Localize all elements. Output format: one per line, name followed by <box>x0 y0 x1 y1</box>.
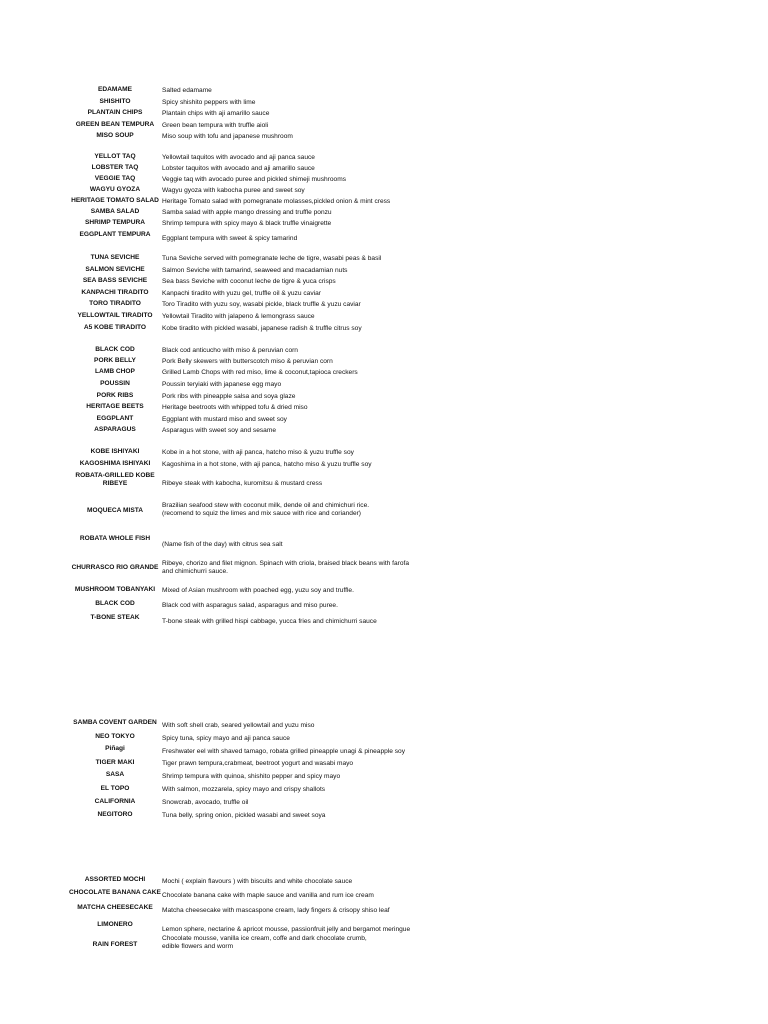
dish-name: SEA BASS SEVICHE <box>82 277 148 284</box>
dish-name: MOQUECA MISTA <box>86 507 144 514</box>
dish-description: Salted edamame <box>162 87 212 94</box>
dish-description: Asparagus with sweet soy and sesame <box>162 427 276 434</box>
dish-name: CHOCOLATE BANANA CAKE <box>69 889 161 896</box>
dish-description: Brazilian seafood stew with coconut milk, dende oil and chimichuri rice. (recomend to squiz the limes and mix sauce with rice and coriander) <box>162 502 370 517</box>
dish-description: (Name fish of the day) with citrus sea salt <box>162 541 283 548</box>
dish-description: Poussin teryiaki with japanese egg mayo <box>162 381 282 388</box>
dish-name: KOBE ISHIYAKI <box>90 448 140 455</box>
dish-name: HERITAGE TOMATO SALAD <box>71 197 159 204</box>
dish-name: LOBSTER TAQ <box>91 164 139 171</box>
dish-name: EL TOPO <box>100 785 130 792</box>
dish-name: NEO TOKYO <box>95 733 135 740</box>
dish-name: BLACK COD <box>95 600 135 607</box>
dish-description: Sea bass Seviche with coconut leche de tigre & yuca crisps <box>162 278 336 285</box>
dish-name: SASA <box>105 771 125 778</box>
dish-description: Heritage beetroots with whipped tofu & dried miso <box>162 404 308 411</box>
dish-name: CALIFORNIA <box>94 798 136 805</box>
dish-description: Miso soup with tofu and japanese mushroom <box>162 133 293 140</box>
dish-description: Shrimp tempura with spicy mayo & black truffle vinaigrette <box>162 220 332 227</box>
dish-description: Freshwater eel with shaved tamago, robata grilled pineapple unagi & pineapple soy <box>162 748 406 755</box>
dish-description: Plantain chips with aji amarillo sauce <box>162 110 270 117</box>
dish-name: LIMONERO <box>97 921 133 928</box>
dish-description: Pork Belly skewers with butterscotch miso & peruvian corn <box>162 358 333 365</box>
dish-name: VEGGIE TAQ <box>94 175 136 182</box>
dish-description: Eggplant tempura with sweet & spicy tamarind <box>162 235 298 242</box>
dish-description: Black cod with asparagus salad, asparagus and miso puree. <box>162 602 338 609</box>
dish-name: YELLOWTAIL TIRADITO <box>77 312 153 319</box>
dish-description: Spicy shishito peppers with lime <box>162 99 256 106</box>
dish-description: Kobe in a hot stone, with aji panca, hatcho miso & yuzu truffle soy <box>162 449 354 456</box>
dish-name: POUSSIN <box>100 380 130 387</box>
dish-name: YELLOT TAQ <box>94 153 136 160</box>
dish-name: EDAMAME <box>97 86 133 93</box>
dish-description: Tuna belly, spring onion, pickled wasabi and sweet soya <box>162 812 326 819</box>
dish-name: KAGOSHIMA ISHIYAKI <box>79 460 151 467</box>
dish-description: Kanpachi tiradito with yuzu gel, truffle oil & yuzu caviar <box>162 290 321 297</box>
dish-description: Yellowtail taquitos with avocado and aji panca sauce <box>162 154 315 161</box>
dish-description: Tiger prawn tempura,crabmeat, beetroot yogurt and wasabi mayo <box>162 760 354 767</box>
dish-name: NEGITORO <box>97 811 133 818</box>
dish-name: TUNA SEVICHE <box>90 254 140 261</box>
dish-description: Samba salad with apple mango dressing and truffle ponzu <box>162 209 332 216</box>
dish-description: Snowcrab, avocado, truffle oil <box>162 799 249 806</box>
dish-name: PORK BELLY <box>94 357 136 364</box>
dish-description: Chocolate mousse, vanilla ice cream, coffe and dark chocolate crumb, edible flowers and worm <box>162 935 367 950</box>
dish-description: Toro Tiradito with yuzu soy, wasabi pickle, black truffle & yuzu caviar <box>162 301 361 308</box>
dish-description: Tuna Seviche served with pomegranate leche de tigre, wasabi peas & basil <box>162 255 382 262</box>
dish-description: Pork ribs with pineapple salsa and soya glaze <box>162 393 296 400</box>
dish-name: BLACK COD <box>95 346 135 353</box>
dish-name: EGGPLANT TEMPURA <box>79 231 151 238</box>
dish-name: PLANTAIN CHIPS <box>87 109 143 116</box>
dish-name: ROBATA-GRILLED KOBE RIBEYE <box>75 472 155 487</box>
dish-description: Black cod anticucho with miso & peruvian corn <box>162 347 298 354</box>
dish-description: Kagoshima in a hot stone, with aji panca, hatcho miso & yuzu truffle soy <box>162 461 372 468</box>
dish-description: T-bone steak with grilled hispi cabbage, yucca fries and chimichurri sauce <box>162 618 377 625</box>
dish-name: SALMON SEVICHE <box>85 266 145 273</box>
dish-name: PORK RIBS <box>96 392 134 399</box>
dish-name: CHURRASCO RIO GRANDE <box>71 564 159 571</box>
dish-description: Eggplant with mustard miso and sweet soy <box>162 416 287 423</box>
dish-description: Lobster taquitos with avocado and aji amarillo sauce <box>162 165 315 172</box>
dish-description: With salmon, mozzarela, spicy mayo and crispy shallots <box>162 786 326 793</box>
dish-description: Salmon Seviche with tamarind, seaweed and macadamian nuts <box>162 267 348 274</box>
dish-description: Grilled Lamb Chops with red miso, lime & coconut,tapioca creckers <box>162 369 358 376</box>
dish-name: SAMBA SALAD <box>90 208 140 215</box>
dish-description: Green bean tempura with truffle aioli <box>162 122 269 129</box>
dish-name: MUSHROOM TOBANYAKI <box>74 586 156 593</box>
dish-description: Ribeye, chorizo and filet mignon. Spinach with criola, braised black beans with farofa and chimichurri sauce. <box>162 560 410 575</box>
dish-description: With soft shell crab, seared yellowtail and yuzu miso <box>162 722 315 729</box>
dish-name: MISO SOUP <box>96 132 134 139</box>
dish-name: HERITAGE BEETS <box>86 403 144 410</box>
dish-name: SHISHITO <box>99 98 131 105</box>
dish-description: Chocolate banana cake with maple sauce and vanilla and rum ice cream <box>162 892 374 899</box>
dish-description: Spicy tuna, spicy mayo and aji panca sauce <box>162 735 290 742</box>
dish-name: TORO TIRADITO <box>89 300 141 307</box>
dish-description: Shrimp tempura with quinoa, shishito pepper and spicy mayo <box>162 773 341 780</box>
dish-description: Matcha cheesecake with mascaspone cream, lady fingers & crisopy shiso leaf <box>162 907 390 914</box>
dish-name: SAMBA COVENT GARDEN <box>73 719 157 726</box>
dish-description: Ribeye steak with kabocha, kuromitsu & mustard cress <box>162 480 323 487</box>
dish-name: RAIN FOREST <box>92 941 138 948</box>
dish-description: Wagyu gyoza with kabocha puree and sweet soy <box>162 187 305 194</box>
dish-name: Piñagi <box>105 745 125 752</box>
dish-description: Heritage Tomato salad with pomegranate molasses,pickled onion & mint cress <box>162 198 391 205</box>
dish-name: ROBATA WHOLE FISH <box>79 535 151 542</box>
dish-description: Lemon sphere, nectarine & apricot mousse, passionfruit jelly and bergamot meringue <box>162 926 411 933</box>
dish-name: GREEN BEAN TEMPURA <box>75 121 155 128</box>
dish-name: WAGYU GYOZA <box>89 186 141 193</box>
dish-name: LAMB CHOP <box>95 368 135 375</box>
dish-name: KANPACHI TIRADITO <box>81 289 149 296</box>
dish-name: A5 KOBE TIRADITO <box>83 324 147 331</box>
dish-description: Yellowtail Tiradito with jalapeno & lemongrass sauce <box>162 313 315 320</box>
dish-name: TIGER MAKI <box>95 759 135 766</box>
dish-name: SHRIMP TEMPURA <box>85 219 145 226</box>
dish-name: EGGPLANT <box>96 415 134 422</box>
dish-description: Veggie taq with avocado puree and pickled shimeji mushrooms <box>162 176 346 183</box>
dish-name: T-BONE STEAK <box>90 614 140 621</box>
dish-description: Mochi ( explain flavours ) with biscuits and white chocolate sauce <box>162 878 353 885</box>
dish-description: Mixed of Asian mushroom with poached egg, yuzu soy and truffle. <box>162 587 354 594</box>
dish-name: ASSORTED MOCHI <box>84 876 146 883</box>
dish-name: ASPARAGUS <box>94 426 136 433</box>
dish-name: MATCHA CHEESECAKE <box>77 904 153 911</box>
dish-description: Kobe tiradito with pickled wasabi, japanese radish & truffle citrus soy <box>162 325 362 332</box>
